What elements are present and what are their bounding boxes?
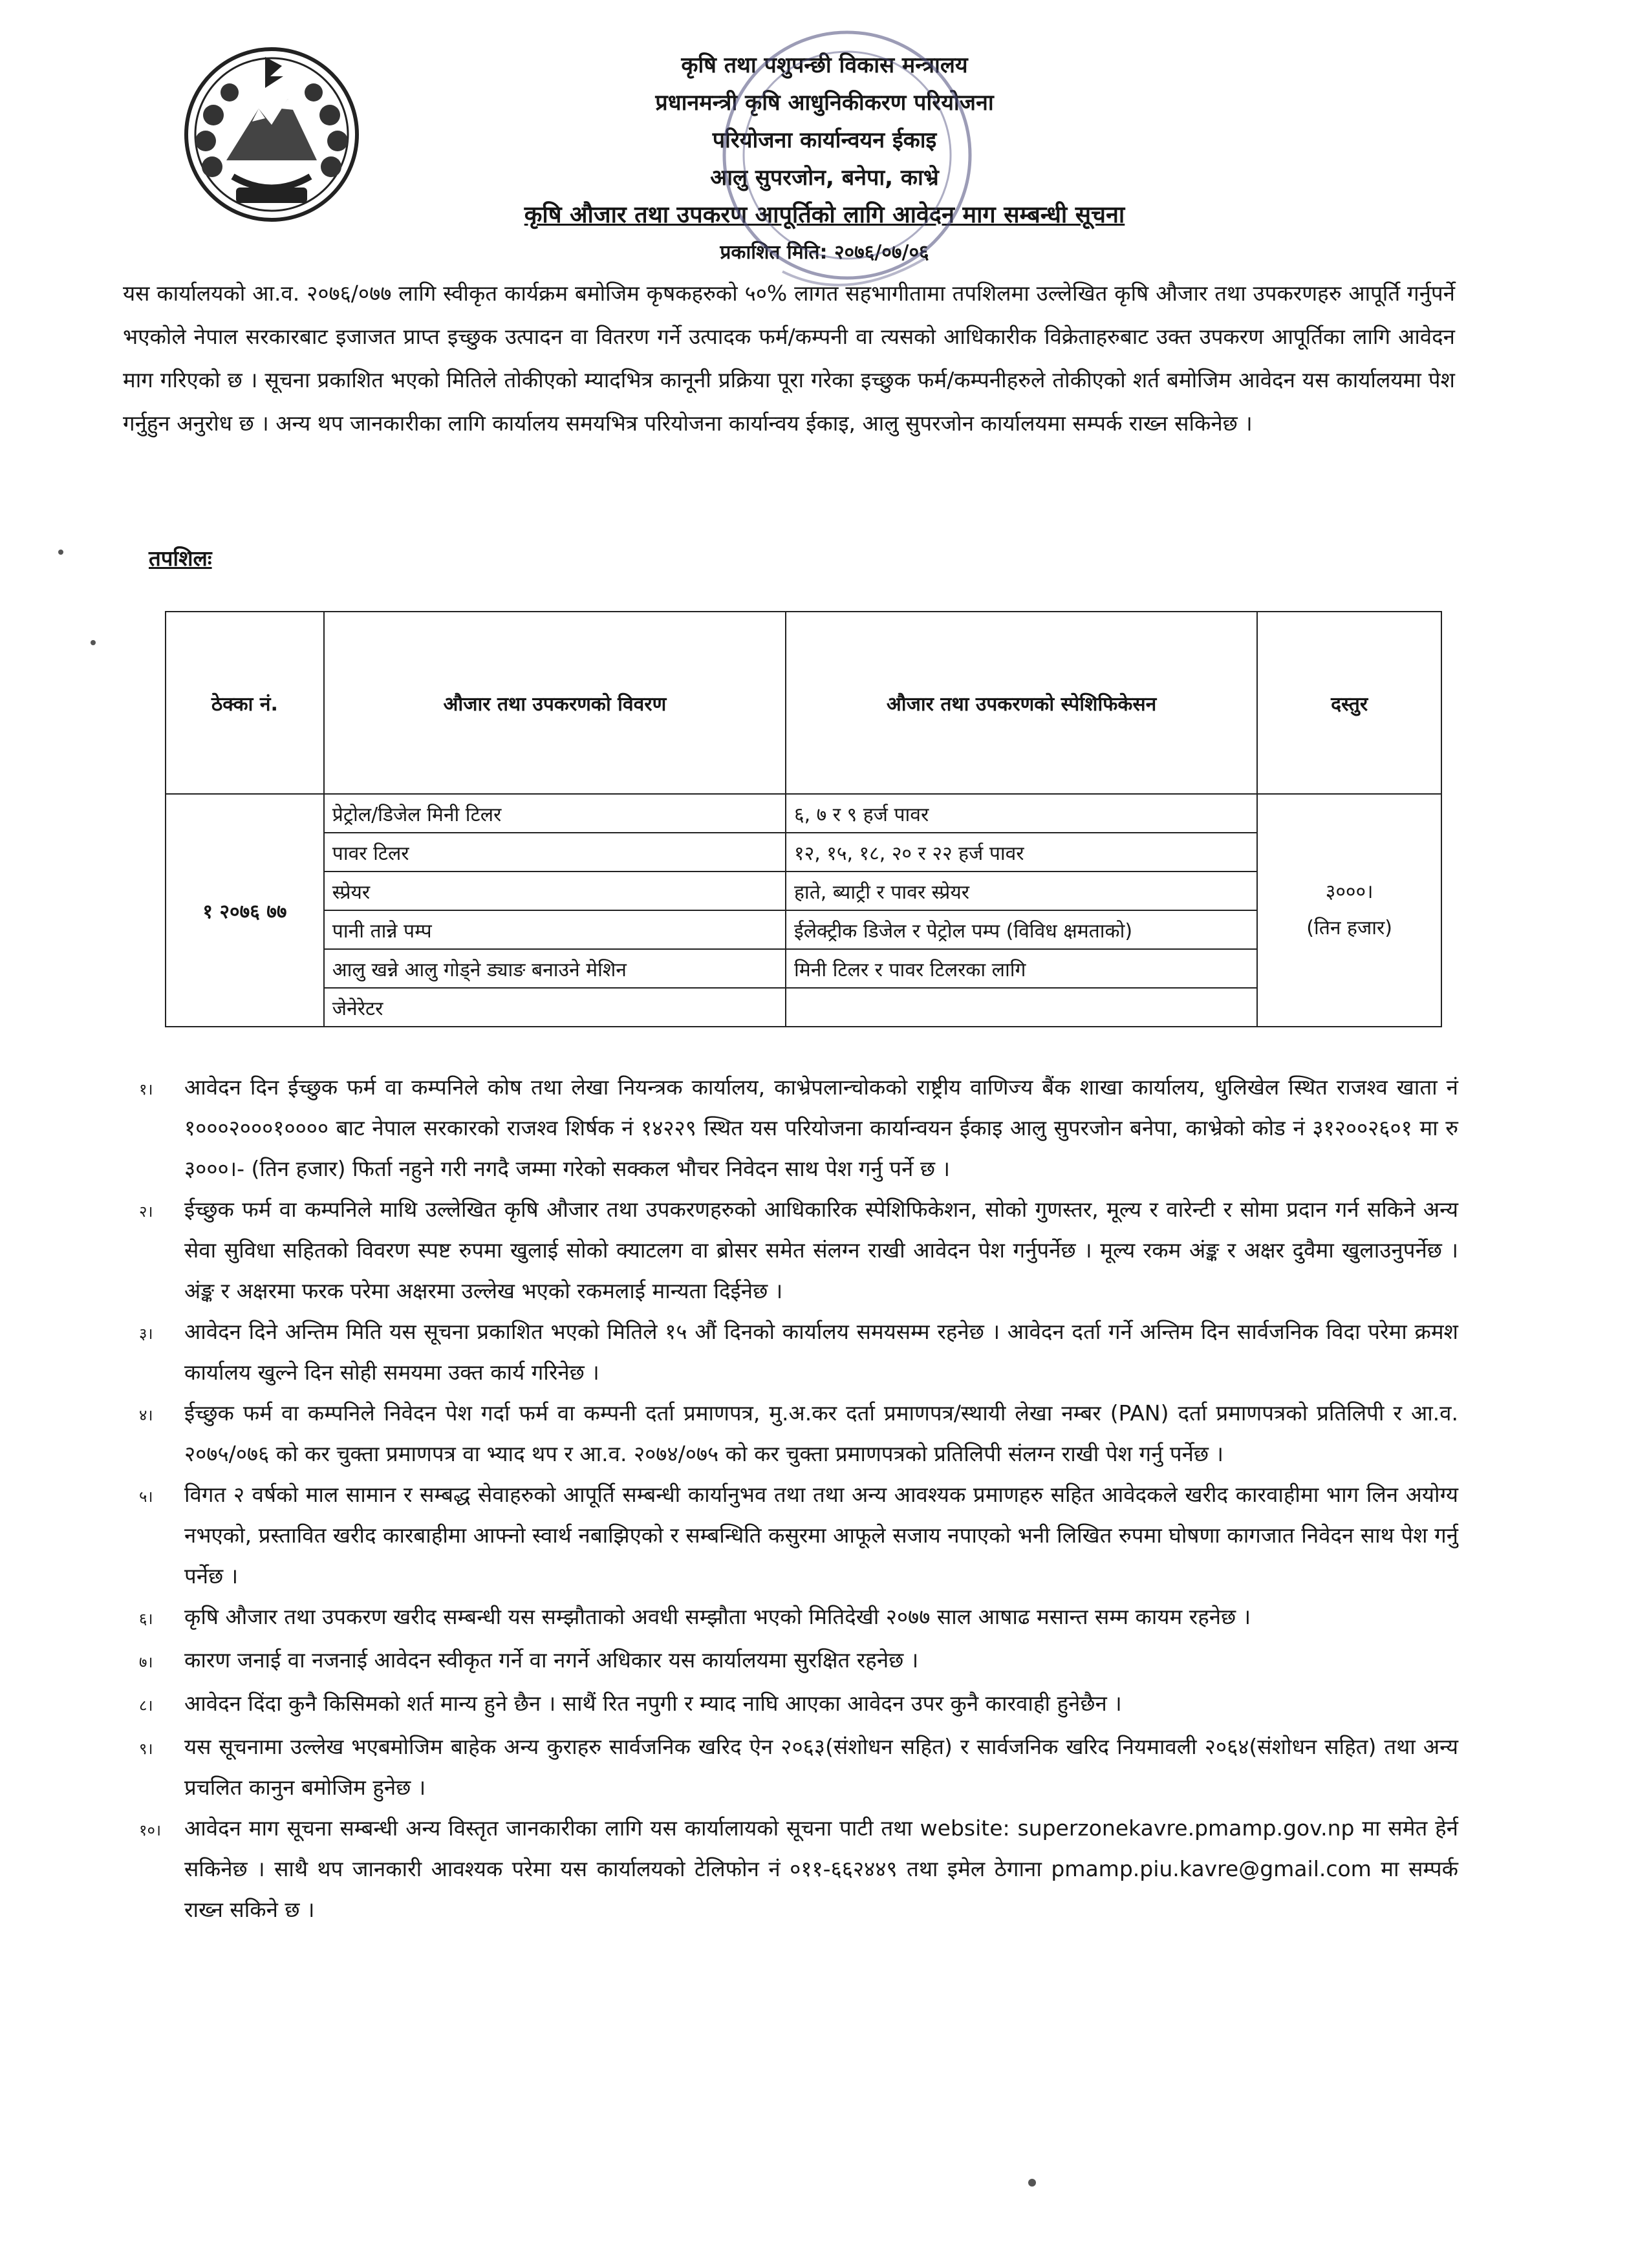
- unit-name: परियोजना कार्यान्वयन ईकाइ: [712, 127, 937, 153]
- list-item: [139, 1189, 1458, 1311]
- condition-text: ईच्छुक फर्म वा कम्पनिले माथि उल्लेखित कृषि औजार तथा उपकरणहरुको आधिकारिक स्पेशिफिकेशन, सोको गुणस्तर, मूल्य र वारेन्टी र सोमा प्रदान गर्न सकिने अन्य सेवा सुविधा सहितको विवरण स्पष्ट रुपमा खुलाई सोको क्याटलग वा ब्रोसर समेत संलग्न राखी आवेदन पेश गर्नुपर्नेछ । मूल्य रकम अंङ्क र अक्षर दुवैमा खुलाउनुपर्नेछ । अंङ्क र अक्षरमा फरक परेमा अक्षरमा उल्लेख भएको रकमलाई मान्यता दिईनेछ ।: [184, 1197, 1458, 1303]
- condition-number: १०।: [139, 1821, 162, 1839]
- condition-text: आवेदन माग सूचना सम्बन्धी अन्य विस्तृत जानकारीका लागि यस कार्यालायको सूचना पाटी तथा website: superzonekavre.pmamp.gov.np मा समेत हेर्न सकिनेछ । साथै थप जानकारी आवश्यक परेमा यस कार्यालयको टेलिफोन नं ०११-६६२४४९ तथा इमेल ठेगाना pmamp.piu.kavre@gmail.com मा सम्पर्क राख्न सकिने छ ।: [184, 1815, 1458, 1922]
- list-item: [139, 1393, 1458, 1474]
- item-description: जेनेरेटर: [324, 988, 786, 1027]
- list-item: [139, 1640, 1458, 1683]
- condition-number: ९।: [139, 1740, 153, 1758]
- list-item: [139, 1474, 1458, 1596]
- table-row: [166, 794, 1441, 833]
- item-description: प्रेट्रोल/डिजेल मिनी टिलर: [324, 794, 786, 833]
- fee-amount: ३०००।: [1325, 881, 1374, 903]
- table-header-row: [166, 612, 1441, 794]
- condition-number: ३।: [139, 1325, 153, 1343]
- item-specification: [786, 988, 1257, 1027]
- condition-text: कारण जनाई वा नजनाई आवेदन स्वीकृत गर्ने वा नगर्ने अधिकार यस कार्यालयमा सुरक्षित रहनेछ ।: [184, 1647, 919, 1673]
- fee-cell: [1257, 794, 1441, 1027]
- item-specification: मिनी टिलर र पावर टिलरका लागि: [786, 949, 1257, 988]
- condition-number: २।: [139, 1203, 153, 1221]
- condition-number: ५।: [139, 1488, 153, 1506]
- item-specification: ईलेक्ट्रीक डिजेल र पेट्रोल पम्प (विविध क्षमताको): [786, 910, 1257, 949]
- publish-date: प्रकाशित मिति: २०७६/०७/०६: [720, 241, 929, 264]
- notice-subject: कृषि औजार तथा उपकरण आपूर्तिको लागि आवेदन माग सम्बन्धी सूचना: [524, 202, 1125, 228]
- condition-text: आवेदन दिन ईच्छुक फर्म वा कम्पनिले कोष तथा लेखा नियन्त्रक कार्यालय, काभ्रेपलान्चोकको राष्ट्रीय वाणिज्य बैंक शाखा कार्यालय, धुलिखेल स्थित राजश्व खाता नं १०००२०००१०००० बाट नेपाल सरकारको राजश्व शिर्षक नं १४२२९ स्थित यस परियोजना कार्यान्वयन ईकाइ आलु सुपरजोन बनेपा, काभ्रेको कोड नं ३१२००२६०१ मा रु ३०००।- (तिन हजार) फिर्ता नहुने गरी नगदै जम्मा गरेको सक्कल भौचर निवेदन साथ पेश गर्नु पर्ने छ ।: [184, 1075, 1458, 1181]
- list-item: [139, 1596, 1458, 1640]
- scan-speck: [91, 640, 96, 645]
- list-item: [139, 1311, 1458, 1393]
- condition-number: ७।: [139, 1653, 153, 1671]
- table-row: [166, 988, 1441, 1027]
- condition-text: आवेदन दिने अन्तिम मिति यस सूचना प्रकाशित भएको मितिले १५ औं दिनको कार्यालय समयसम्म रहनेछ । आवेदन दर्ता गर्ने अन्तिम दिन सार्वजनिक विदा परेमा क्रमश कार्यालय खुल्ने दिन सोही समयमा उक्त कार्य गरिनेछ ।: [184, 1319, 1458, 1385]
- header-specification: औजार तथा उपकरणको स्पेशिफिकेसन: [786, 612, 1257, 794]
- list-item: [139, 1726, 1458, 1808]
- condition-text: आवेदन दिंदा कुनै किसिमको शर्त मान्य हुने छैन । साथैं रित नपुगी र म्याद नाघि आएका आवेदन उपर कुनै कारवाही हुनेछैन ।: [184, 1691, 1122, 1716]
- item-specification: ६, ७ र ९ हर्ज पावर: [786, 794, 1257, 833]
- condition-text: यस सूचनामा उल्लेख भएबमोजिम बाहेक अन्य कुराहरु सार्वजनिक खरिद ऐन २०६३(संशोधन सहित) र सार्वजनिक खरिद नियमावली २०६४(संशोधन सहित) तथा अन्य प्रचलित कानुन बमोजिम हुनेछ ।: [184, 1734, 1458, 1800]
- office-name: आलु सुपरजोन, बनेपा, काभ्रे: [710, 165, 939, 191]
- contract-number: १ २०७६ ७७: [166, 794, 324, 1027]
- header-contract-no: ठेक्का नं.: [166, 612, 324, 794]
- item-specification: १२, १५, १८, २० र २२ हर्ज पावर: [786, 833, 1257, 872]
- list-item: [139, 1067, 1458, 1189]
- scan-speck: [1028, 2179, 1036, 2187]
- intro-paragraph: यस कार्यालयको आ.व. २०७६/०७७ लागि स्वीकृत कार्यक्रम बमोजिम कृषकहरुको ५०% लागत सहभागीतामा तपशिलमा उल्लेखित कृषि औजार तथा उपकरणहरु आपूर्ति गर्नुपर्ने भएकोले नेपाल सरकारबाट इजाजत प्राप्त इच्छुक उत्पादन वा वितरण गर्ने उत्पादक फर्म/कम्पनी वा त्यसको आधिकारीक विक्रेताहरुबाट उक्त उपकरण आपूर्तिका लागि आवेदन माग गरिएको छ । सूचना प्रकाशित भएको मितिले तोकीएको म्यादभित्र कानूनी प्रक्रिया पूरा गरेका इच्छुक फर्म/कम्पनीहरुले तोकीएको शर्त बमोजिम आवेदन यस कार्यालयमा पेश गर्नुहुन अनुरोध छ । अन्य थप जानकारीका लागि कार्यालय समयभित्र परियोजना कार्यान्वय ईकाइ, आलु सुपरजोन कार्यालयमा सम्पर्क राख्न सकिनेछ ।: [123, 281, 1455, 436]
- letterhead: [362, 47, 1287, 272]
- item-description: पावर टिलर: [324, 833, 786, 872]
- table-row: [166, 949, 1441, 988]
- condition-number: १।: [139, 1080, 153, 1098]
- conditions-list: [139, 1067, 1458, 1930]
- item-specification: हाते, ब्याट्री र पावर स्प्रेयर: [786, 872, 1257, 910]
- condition-number: ६।: [139, 1610, 153, 1628]
- condition-text: विगत २ वर्षको माल सामान र सम्बद्ध सेवाहरुको आपूर्ति सम्बन्धी कार्यानुभव तथा तथा अन्य आवश्यक प्रमाणहरु सहित आवेदकले खरीद कारवाहीमा भाग लिन अयोग्य नभएको, प्रस्तावित खरीद कारबाहीमा आफ्नो स्वार्थ नबाझिएको र सम्बन्धिति कसुरमा आफूले सजाय नपाएको भनी लिखित रुपमा घोषणा कागजात निवेदन साथ पेश गर्नु पर्नेछ ।: [184, 1482, 1458, 1589]
- schedule-heading: तपशिलः: [149, 546, 212, 571]
- ministry-name: कृषि तथा पशुपन्छी विकास मन्त्रालय: [681, 52, 968, 78]
- table-row: [166, 910, 1441, 949]
- table-row: [166, 833, 1441, 872]
- item-description: आलु खन्ने आलु गोड्ने ड्याङ बनाउने मेशिन: [324, 949, 786, 988]
- header-description: औजार तथा उपकरणको विवरण: [324, 612, 786, 794]
- condition-number: ४।: [139, 1406, 153, 1424]
- scan-speck: [58, 550, 63, 555]
- list-item: [139, 1683, 1458, 1726]
- item-description: स्प्रेयर: [324, 872, 786, 910]
- items-table: [165, 611, 1442, 1027]
- project-name: प्रधानमन्त्री कृषि आधुनिकीकरण परियोजना: [655, 90, 994, 116]
- item-description: पानी तान्ने पम्प: [324, 910, 786, 949]
- list-item: [139, 1808, 1458, 1930]
- condition-text: कृषि औजार तथा उपकरण खरीद सम्बन्धी यस सम्झौताको अवधी सम्झौता भएको मितिदेखी २०७७ साल आषाढ मसान्त सम्म कायम रहनेछ ।: [184, 1604, 1251, 1629]
- table-row: [166, 872, 1441, 910]
- header-fee: दस्तुर: [1257, 612, 1441, 794]
- condition-text: ईच्छुक फर्म वा कम्पनिले निवेदन पेश गर्दा फर्म वा कम्पनी दर्ता प्रमाणपत्र, मु.अ.कर दर्ता प्रमाणपत्र/स्थायी लेखा नम्बर (PAN) दर्ता प्रमाणपत्रको प्रतिलिपी र आ.व. २०७५/०७६ को कर चुक्ता प्रमाणपत्र वा भ्याद थप र आ.व. २०७४/०७५ को कर चुक्ता प्रमाणपत्रको प्रतिलिपी संलग्न राखी पेश गर्नु पर्नेछ ।: [184, 1400, 1458, 1466]
- nepal-emblem-icon: [175, 37, 369, 231]
- condition-number: ८।: [139, 1696, 153, 1715]
- fee-words: (तिन हजार): [1306, 917, 1392, 939]
